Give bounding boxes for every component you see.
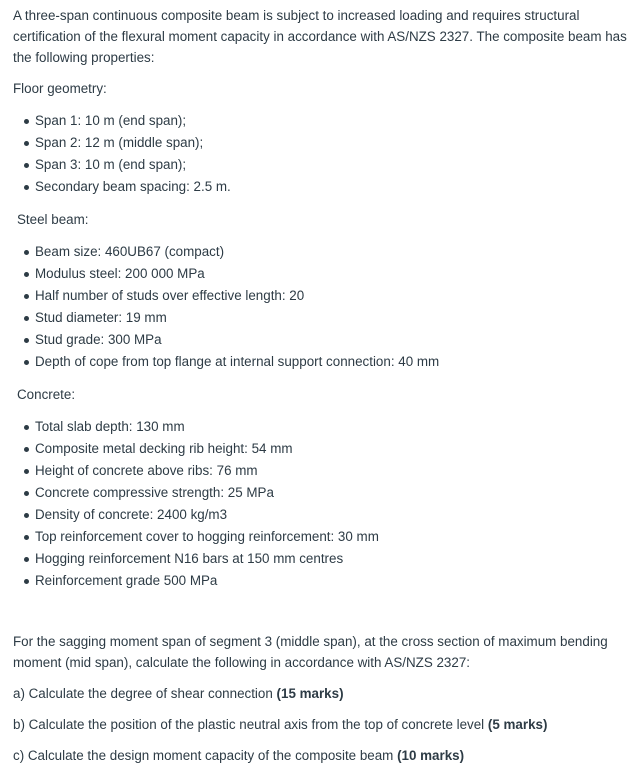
steel-beam-list bbox=[13, 241, 628, 373]
list-item: Stud grade: 300 MPa bbox=[35, 329, 628, 351]
part-c-marks: (10 marks) bbox=[397, 748, 465, 763]
list-item: Density of concrete: 2400 kg/m3 bbox=[35, 504, 628, 526]
section-heading-concrete: Concrete: bbox=[17, 387, 76, 402]
list-item: Concrete compressive strength: 25 MPa bbox=[35, 482, 628, 504]
list-item: Stud diameter: 19 mm bbox=[35, 307, 628, 329]
list-item: Modulus steel: 200 000 MPa bbox=[35, 263, 628, 285]
list-item: Span 1: 10 m (end span); bbox=[35, 110, 628, 132]
list-item: Secondary beam spacing: 2.5 m. bbox=[35, 176, 628, 198]
question-part-c bbox=[13, 745, 628, 766]
part-a-text: a) Calculate the degree of shear connection bbox=[13, 686, 277, 701]
intro-paragraph: A three-span continuous composite beam is subject to increased loading and requires structural certification of the flexural moment capacity in accordance with AS/NZS 2327. The composite beam has the following properties: bbox=[13, 8, 627, 65]
list-item: Span 2: 12 m (middle span); bbox=[35, 132, 628, 154]
question-part-b bbox=[13, 714, 628, 735]
list-item: Beam size: 460UB67 (compact) bbox=[35, 241, 628, 263]
part-b-text: b) Calculate the position of the plastic neutral axis from the top of concrete level bbox=[13, 717, 488, 732]
list-item: Reinforcement grade 500 MPa bbox=[35, 570, 628, 592]
list-item: Half number of studs over effective length: 20 bbox=[35, 285, 628, 307]
section-heading-floor-geometry: Floor geometry: bbox=[13, 81, 107, 96]
floor-geometry-list bbox=[13, 110, 628, 198]
concrete-list bbox=[13, 416, 628, 592]
part-c-text: c) Calculate the design moment capacity of the composite beam bbox=[13, 748, 398, 763]
question-paragraph: For the sagging moment span of segment 3 (middle span), at the cross section of maximum bending moment (mid span), calculate the following in accordance with AS/NZS 2327: bbox=[13, 634, 608, 670]
list-item: Span 3: 10 m (end span); bbox=[35, 154, 628, 176]
question-part-a bbox=[13, 683, 628, 704]
part-a-marks: (15 marks) bbox=[276, 686, 344, 701]
list-item: Depth of cope from top flange at internal support connection: 40 mm bbox=[35, 351, 628, 373]
list-item: Composite metal decking rib height: 54 mm bbox=[35, 438, 628, 460]
list-item: Height of concrete above ribs: 76 mm bbox=[35, 460, 628, 482]
list-item: Total slab depth: 130 mm bbox=[35, 416, 628, 438]
section-heading-steel-beam: Steel beam: bbox=[17, 212, 89, 227]
list-item: Top reinforcement cover to hogging reinforcement: 30 mm bbox=[35, 526, 628, 548]
list-item: Hogging reinforcement N16 bars at 150 mm centres bbox=[35, 548, 628, 570]
part-b-marks: (5 marks) bbox=[487, 717, 548, 732]
